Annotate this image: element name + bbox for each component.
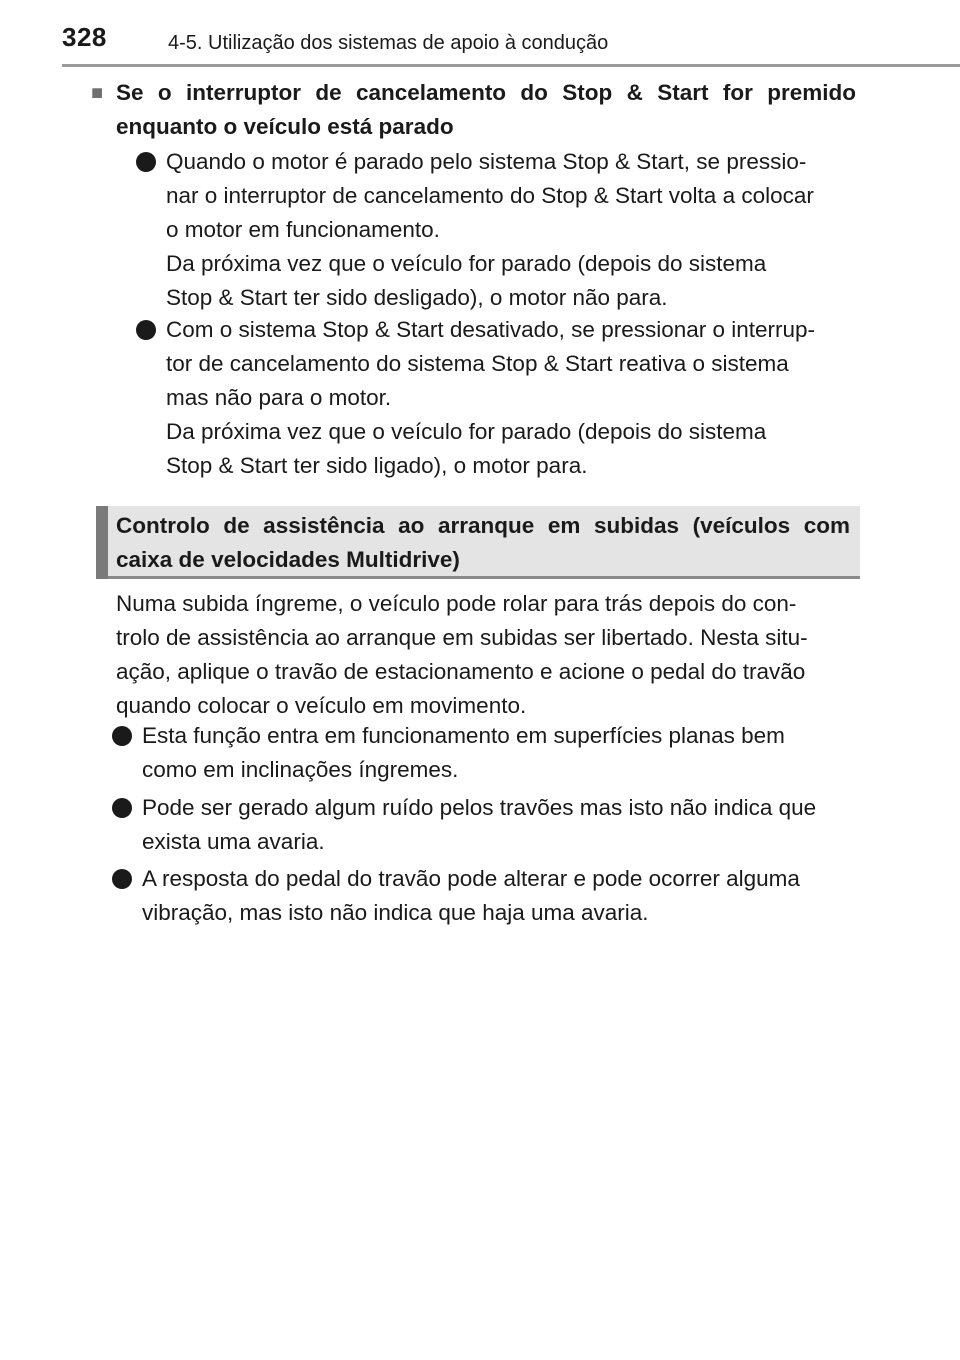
body-line: trolo de assistência ao arranque em subidas ser libertado. Nesta situ- [116,625,808,650]
bullet-line: tor de cancelamento do sistema Stop & Start reativa o sistema [166,351,789,376]
bullet-line: Quando o motor é parado pelo sistema Stop & Start, se pressio- [166,149,807,174]
round-bullet-icon [136,320,156,340]
body-paragraph [116,587,856,723]
page-header [0,0,960,66]
subheading [91,76,856,144]
body-line: ação, aplique o travão de estacionamento e acione o pedal do travão [116,659,806,684]
round-bullet-icon [112,726,132,746]
bullet-line: vibração, mas isto não indica que haja uma avaria. [142,900,649,925]
bullet-item [142,791,856,859]
section-title: Controlo de assistência ao arranque em subidas (veículos com caixa de velocidades Multidrive) [116,513,850,572]
section-heading-box [96,506,860,579]
chapter-title: 4-5. Utilização dos sistemas de apoio à condução [168,32,609,54]
bullet-item [142,862,856,930]
bullet-line: Com o sistema Stop & Start desativado, se pressionar o interrup- [166,317,816,342]
subheading-text: Se o interruptor de cancelamento do Stop & Start for premido enquanto o veículo está parado [116,80,856,139]
square-bullet-icon: ■ [91,82,104,104]
bullet-line: como em inclinações íngremes. [142,757,459,782]
bullet-note-line: Stop & Start ter sido ligado), o motor para. [166,453,588,478]
bullet-line: A resposta do pedal do travão pode alterar e pode ocorrer alguma [142,866,800,891]
round-bullet-icon [136,152,156,172]
bullet-item [166,145,856,315]
round-bullet-icon [112,798,132,818]
bullet-line: mas não para o motor. [166,385,392,410]
round-bullet-icon [112,869,132,889]
bullet-note-line: Da próxima vez que o veículo for parado (depois do sistema [166,251,767,276]
bullet-line: Esta função entra em funcionamento em superfícies planas bem [142,723,785,748]
header-divider [62,64,960,67]
bullet-line: o motor em funcionamento. [166,217,440,242]
bullet-line: exista uma avaria. [142,829,325,854]
bullet-item [166,313,856,483]
bullet-item [142,719,856,787]
body-line: quando colocar o veículo em movimento. [116,693,527,718]
bullet-line: nar o interruptor de cancelamento do Stop & Start volta a colocar [166,183,814,208]
body-line: Numa subida íngreme, o veículo pode rolar para trás depois do con- [116,591,797,616]
bullet-note-line: Stop & Start ter sido desligado), o motor não para. [166,285,668,310]
bullet-note-line: Da próxima vez que o veículo for parado (depois do sistema [166,419,767,444]
page-number: 328 [62,22,107,52]
section-heading-bar [96,506,108,579]
bullet-line: Pode ser gerado algum ruído pelos travões mas isto não indica que [142,795,817,820]
